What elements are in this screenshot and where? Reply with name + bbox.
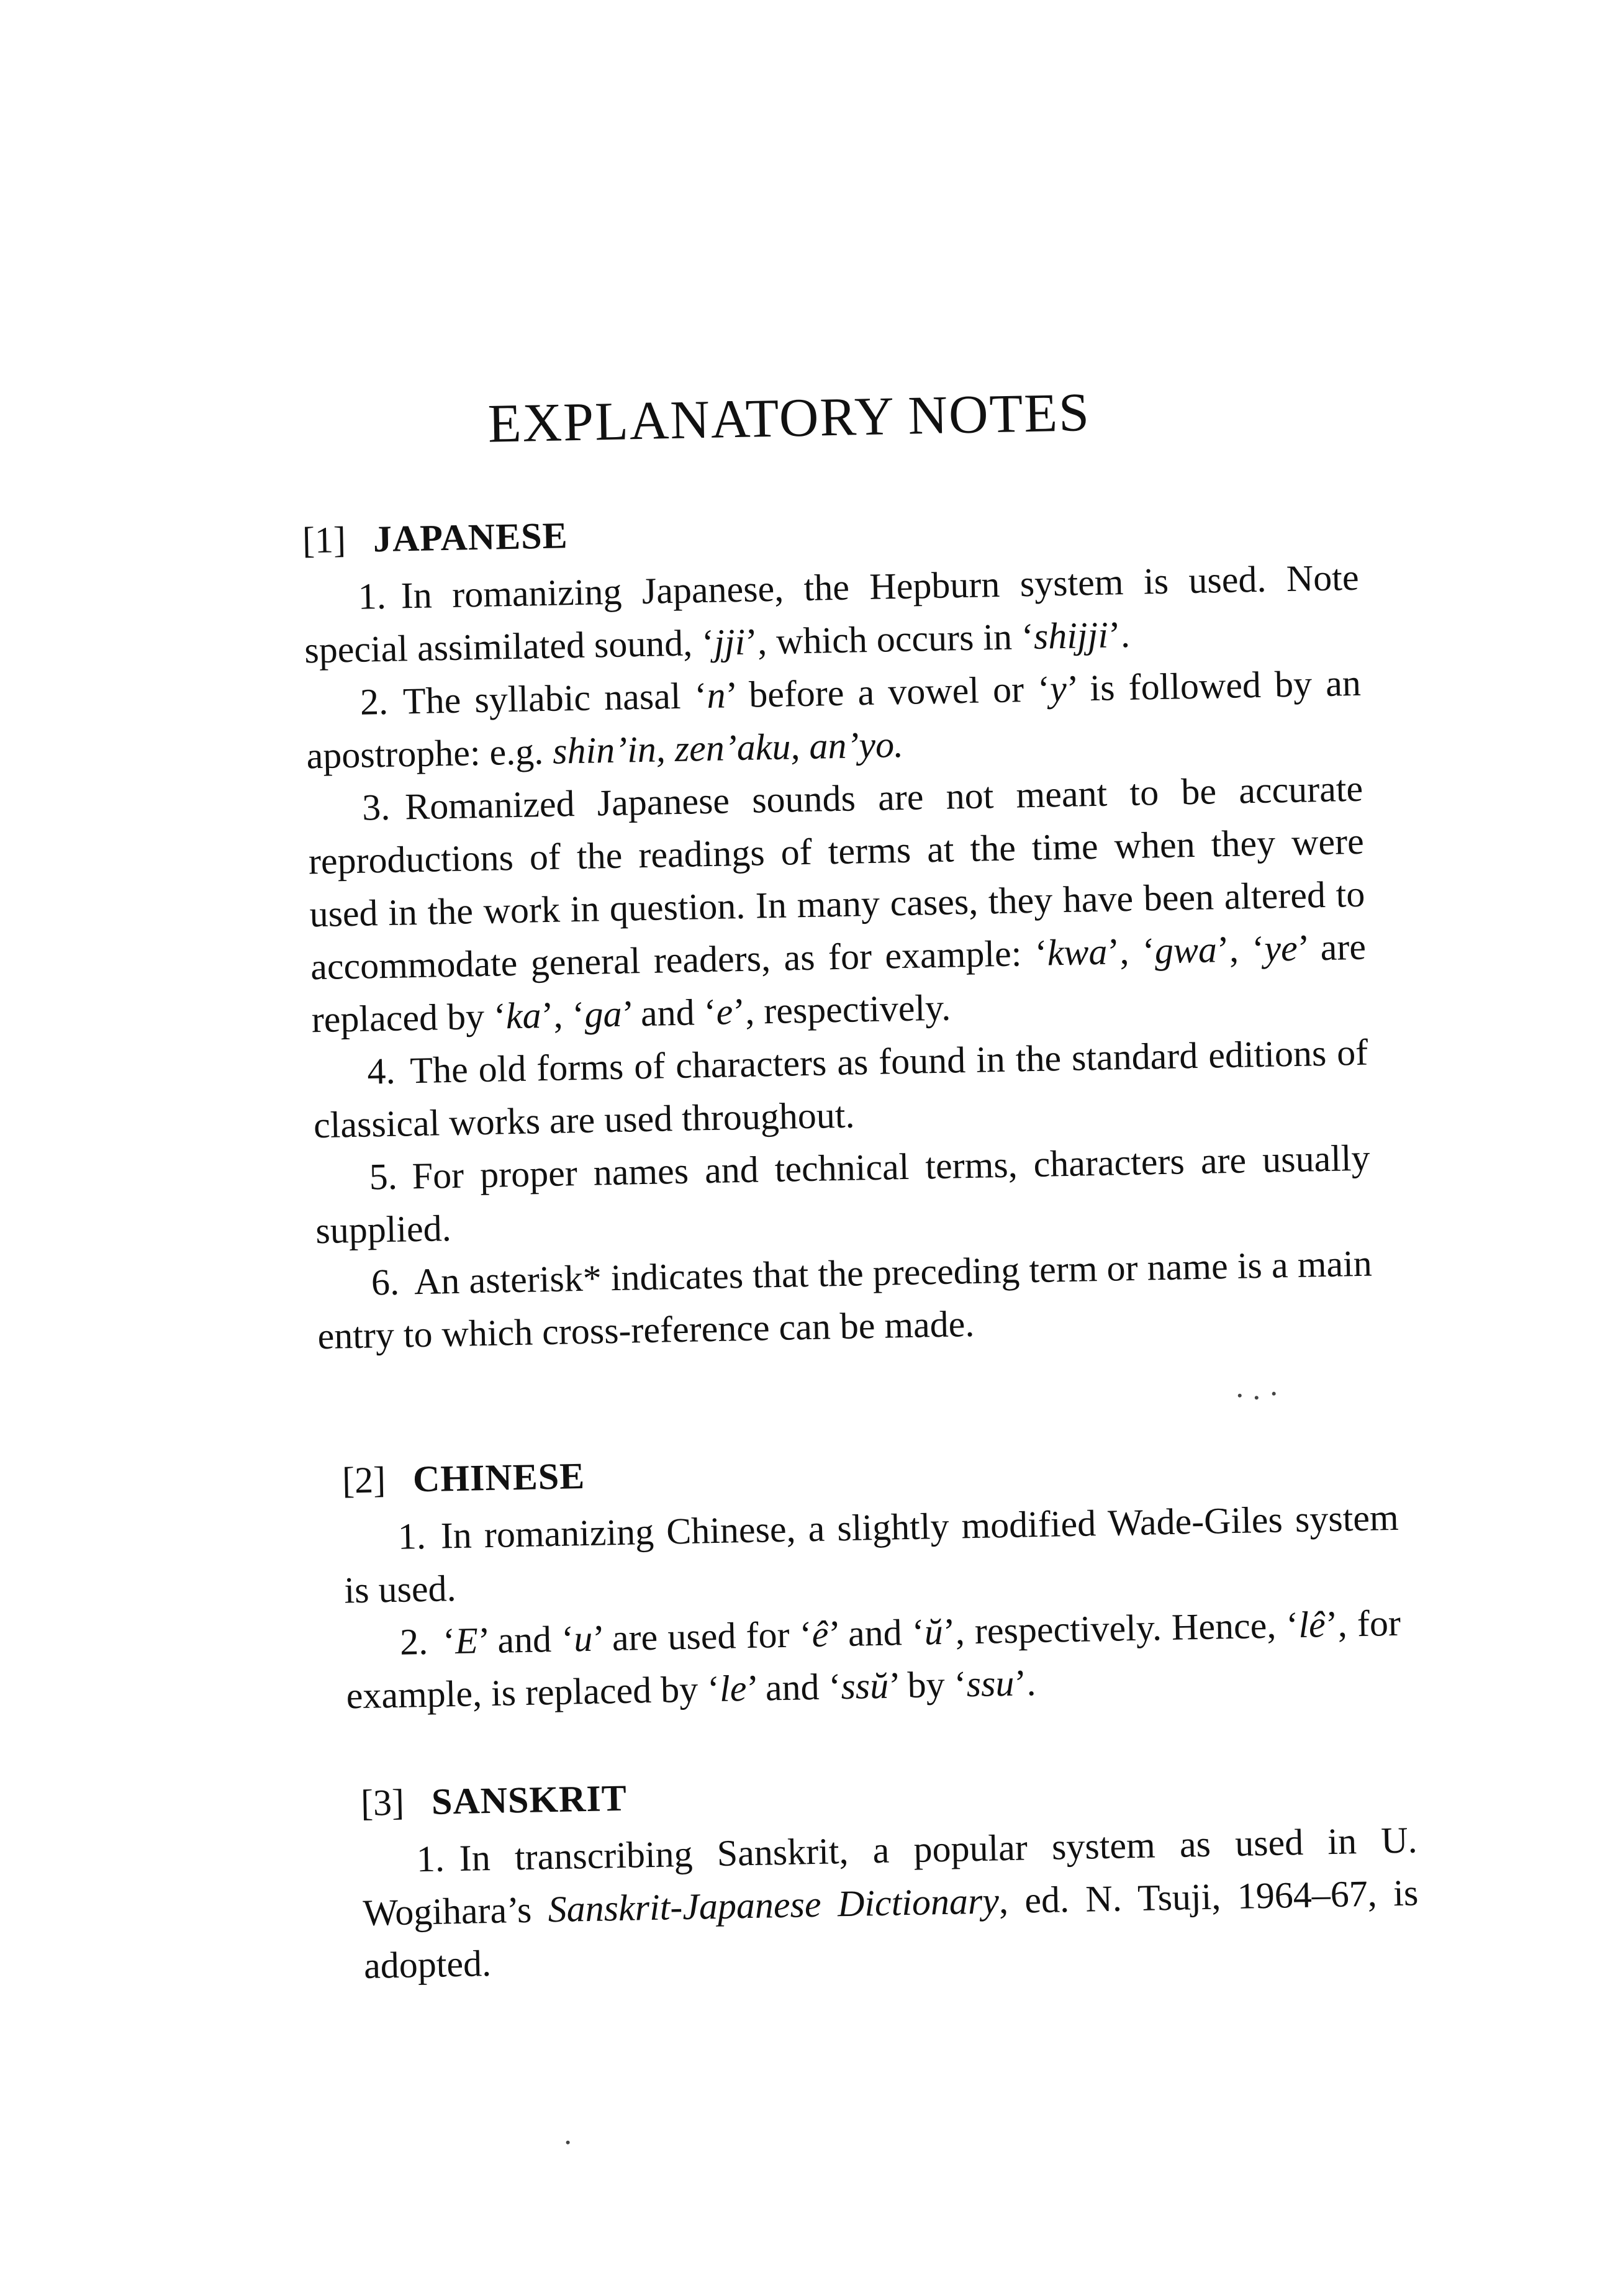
note-item	[303, 551, 1360, 677]
item-number: 3.	[361, 786, 391, 828]
section-name: CHINESE	[412, 1455, 585, 1500]
note-item	[307, 762, 1367, 1047]
section-name: SANSKRIT	[431, 1777, 628, 1822]
note-item	[343, 1491, 1400, 1617]
item-number: 2.	[399, 1620, 428, 1663]
item-text: The syllabic nasal ‘n’ before a vowel or ‘y’ is followed by an apostrophe: e.g. shin’in, zen’aku, an’yo.	[306, 662, 1362, 777]
item-text: ‘E’ and ‘u’ are used for ‘ê’ and ‘ŭ’, respectively. Hence, ‘lê’, for example, is replaced by ‘le’ and ‘ssŭ’ by ‘ssu’.	[346, 1602, 1401, 1717]
item-text: For proper names and technical terms, characters are usually supplied.	[315, 1137, 1371, 1252]
note-item	[314, 1132, 1372, 1258]
item-number: 6.	[371, 1261, 400, 1303]
section-heading-japanese	[302, 517, 568, 559]
section-number: [3]	[360, 1781, 405, 1824]
item-number: 4.	[366, 1050, 396, 1092]
note-item	[345, 1597, 1402, 1723]
note-item	[305, 657, 1362, 783]
item-number: 1.	[358, 575, 387, 617]
note-item	[316, 1237, 1373, 1363]
print-speck	[566, 2141, 570, 2145]
note-item	[312, 1026, 1370, 1152]
note-item	[361, 1814, 1420, 1992]
section-heading-sanskrit	[360, 1779, 627, 1822]
section-number: [2]	[341, 1459, 386, 1501]
section-name: JAPANESE	[373, 515, 569, 560]
section-number: [1]	[302, 519, 346, 561]
section-heading-chinese	[342, 1457, 585, 1499]
print-speck	[1238, 1394, 1242, 1398]
item-text: In transcribing Sanskrit, a popular system as used in U. Wogihara’s Sanskrit-Japanese Dictionary, ed. N. Tsuji, 1964–67, is adopted.	[362, 1819, 1419, 1986]
item-text: In romanizing Japanese, the Hepburn system is used. Note special assimilated sound, ‘jji’, which occurs in ‘shijji’.	[304, 556, 1360, 671]
section-body-sanskrit	[361, 1814, 1420, 1992]
item-text: An asterisk* indicates that the preceding term or name is a main entry to which cross-reference can be made.	[317, 1242, 1373, 1357]
print-speck	[1272, 1392, 1276, 1396]
item-number: 2.	[359, 680, 389, 723]
page-title: EXPLANATORY NOTES	[487, 382, 1091, 454]
item-text: In romanizing Chinese, a slightly modified Wade-Giles system is used.	[343, 1496, 1399, 1611]
item-text: The old forms of characters as found in the standard editions of classical works are used throughout.	[313, 1031, 1368, 1146]
item-number: 1.	[416, 1838, 445, 1880]
print-speck	[1255, 1396, 1259, 1399]
section-body-chinese	[343, 1491, 1402, 1723]
item-number: 5.	[369, 1155, 398, 1198]
section-body-japanese	[303, 551, 1373, 1363]
item-number: 1.	[397, 1515, 427, 1557]
item-text: Romanized Japanese sounds are not meant to be accurate reproductions of the readings of terms at the time when they were used in the work in question. In many cases, they have been altered to accommodate general readers, as for example: ‘kwa’, ‘gwa’, ‘ye’ are replaced by ‘ka’, ‘ga’ and ‘e’, respectively.	[308, 767, 1367, 1041]
